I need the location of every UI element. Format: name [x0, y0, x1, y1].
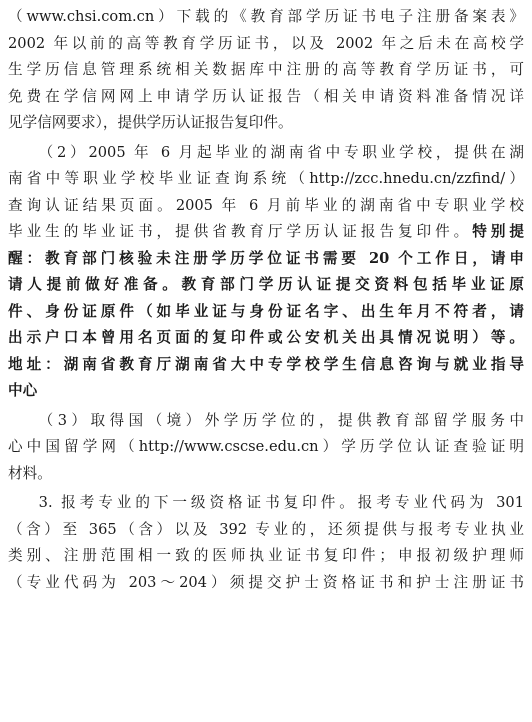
- text-line: [8, 434, 524, 461]
- text-line: [8, 490, 524, 517]
- text-line: [8, 299, 524, 326]
- text-line: [8, 219, 524, 246]
- text-line-content: 免费在学信网网上申请学历认证报告（相关申请资料准备情况详: [8, 87, 524, 105]
- text-line: [8, 543, 524, 570]
- text-line-content: 件、身份证原件（如毕业证与身份证名字、出生年月不符者，请: [8, 302, 524, 320]
- text-line-content: 心中国留学网（http://www.cscse.edu.cn）学历学位认证查验证明: [8, 438, 524, 455]
- text-line-content: 南省中等职业学校毕业证查询系统（http://zcc.hnedu.cn/zzfind/）: [8, 170, 524, 187]
- text-line-content: 醒：教育部门核验未注册学历学位证书需要 20 个工作日，请申: [8, 249, 524, 267]
- text-line-content: 毕业生的毕业证书，提供省教育厅学历认证报告复印件。: [8, 223, 473, 240]
- text-line: [8, 166, 524, 193]
- text-line-content: 生学历信息管理系统相关数据库中注册的高等教育学历证书，可: [8, 61, 524, 78]
- text-line: [8, 110, 524, 137]
- bold-emphasis: 特别提: [472, 223, 524, 240]
- text-line: [8, 140, 524, 167]
- text-line: [8, 517, 524, 544]
- text-line: [8, 31, 524, 58]
- text-line-content: （含）至 365（含）以及 392 专业的，还须提供与报考专业执业: [8, 520, 524, 538]
- text-line: [8, 570, 524, 597]
- text-line-content: 3. 报考专业的下一级资格证书复印件。报考专业代码为 301: [38, 494, 524, 511]
- text-line: [8, 461, 524, 488]
- text-line: [8, 272, 524, 299]
- text-line-content: （2）2005 年 6 月起毕业的湖南省中专职业学校，提供在湖: [38, 143, 524, 161]
- text-line-content: 查询认证结果页面。2005 年 6 月前毕业的湖南省中专职业学校: [8, 196, 524, 214]
- text-line-content: 中心: [8, 382, 38, 399]
- text-line-content: 见学信网要求），提供学历认证报告复印件。: [8, 114, 293, 131]
- text-line-content: 地址：湖南省教育厅湖南省大中专学校学生信息咨询与就业指导: [8, 355, 524, 373]
- text-line: [8, 408, 524, 435]
- text-line-content: 出示户口本曾用名页面的复印件或公安机关出具情况说明）等。: [8, 329, 524, 346]
- text-line: [8, 378, 524, 405]
- text-line-content: 请人提前做好准备。教育部门学历认证提交资料包括毕业证原: [8, 276, 524, 293]
- text-line: [8, 57, 524, 84]
- text-line: [8, 246, 524, 273]
- text-line: [8, 325, 524, 352]
- text-line: [8, 193, 524, 220]
- text-line: [8, 4, 524, 31]
- text-line-content: （3）取得国（境）外学历学位的，提供教育部留学服务中: [38, 411, 524, 429]
- text-line: [8, 84, 524, 111]
- text-line-content: 类别、注册范围相一致的医师执业证书复印件；申报初级护理师: [8, 547, 524, 564]
- text-line: [8, 352, 524, 379]
- text-line-content: 材料。: [8, 464, 52, 482]
- text-line-content: 2002 年以前的高等教育学历证书，以及 2002 年之后未在高校学: [8, 34, 524, 52]
- text-line-content: （www.chsi.com.cn）下载的《教育部学历证书电子注册备案表》: [8, 8, 524, 25]
- text-line-content: （专业代码为 203～204）须提交护士资格证书和护士注册证书: [8, 573, 524, 591]
